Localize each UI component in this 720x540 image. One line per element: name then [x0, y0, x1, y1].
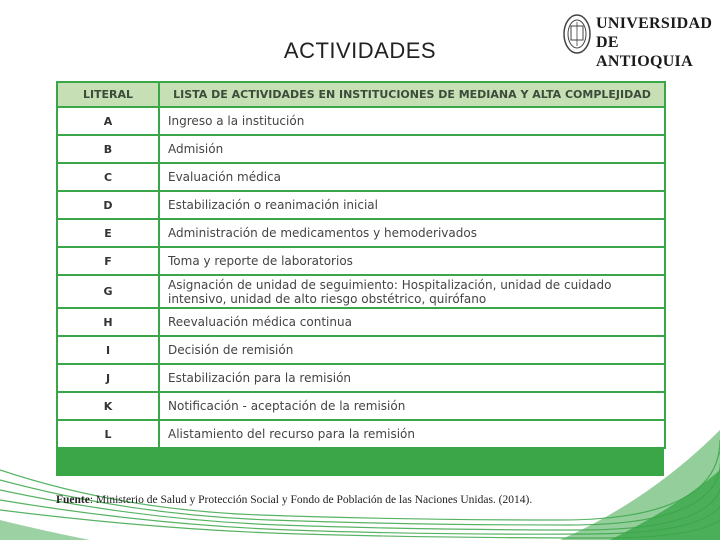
- source-note: [56, 494, 532, 506]
- source-text: : Ministerio de Salud y Protección Social y Fondo de Población de las Naciones Unidas. (2014).: [89, 494, 533, 506]
- table-row: [57, 392, 665, 420]
- row-activity: Toma y reporte de laboratorios: [159, 247, 665, 275]
- logo-line-2: DE ANTIOQUIA: [596, 34, 693, 70]
- row-activity: Admisión: [159, 135, 665, 163]
- table-row: [57, 336, 665, 364]
- header-literal: LITERAL: [57, 82, 159, 107]
- table-row: [57, 308, 665, 336]
- table-row: [57, 219, 665, 247]
- row-literal: J: [57, 364, 159, 392]
- row-literal: K: [57, 392, 159, 420]
- row-activity: Reevaluación médica continua: [159, 308, 665, 336]
- row-literal: F: [57, 247, 159, 275]
- table-header-row: [57, 82, 665, 107]
- row-activity: Alistamiento del recurso para la remisión: [159, 420, 665, 448]
- table-row: [57, 420, 665, 448]
- page-title: ACTIVIDADES: [283, 38, 437, 63]
- row-literal: I: [57, 336, 159, 364]
- university-seal-icon: [562, 12, 592, 58]
- table-row: [57, 247, 665, 275]
- logo-line-1: UNIVERSIDAD: [596, 15, 713, 32]
- row-literal: B: [57, 135, 159, 163]
- row-literal: E: [57, 219, 159, 247]
- row-literal: G: [57, 275, 159, 308]
- table-row: [57, 163, 665, 191]
- university-logo: [562, 10, 713, 70]
- table-row: [57, 191, 665, 219]
- row-activity: Ingreso a la institución: [159, 107, 665, 135]
- row-literal: H: [57, 308, 159, 336]
- source-label: Fuente: [56, 494, 90, 506]
- row-activity: Asignación de unidad de seguimiento: Hospitalización, unidad de cuidado intensivo, unidad de alto riesgo obstétrico, quirófano: [159, 275, 665, 308]
- table-row: [57, 364, 665, 392]
- table-row: [57, 107, 665, 135]
- row-activity: Notificación - aceptación de la remisión: [159, 392, 665, 420]
- table-row: [57, 275, 665, 308]
- row-literal: C: [57, 163, 159, 191]
- header-activities: LISTA DE ACTIVIDADES EN INSTITUCIONES DE MEDIANA Y ALTA COMPLEJIDAD: [159, 82, 665, 107]
- row-literal: A: [57, 107, 159, 135]
- row-literal: L: [57, 420, 159, 448]
- table-row: [57, 135, 665, 163]
- row-activity: Decisión de remisión: [159, 336, 665, 364]
- row-literal: D: [57, 191, 159, 219]
- row-activity: Administración de medicamentos y hemoderivados: [159, 219, 665, 247]
- row-activity: Estabilización o reanimación inicial: [159, 191, 665, 219]
- row-activity: Estabilización para la remisión: [159, 364, 665, 392]
- activities-table: [56, 81, 664, 476]
- row-activity: Evaluación médica: [159, 163, 665, 191]
